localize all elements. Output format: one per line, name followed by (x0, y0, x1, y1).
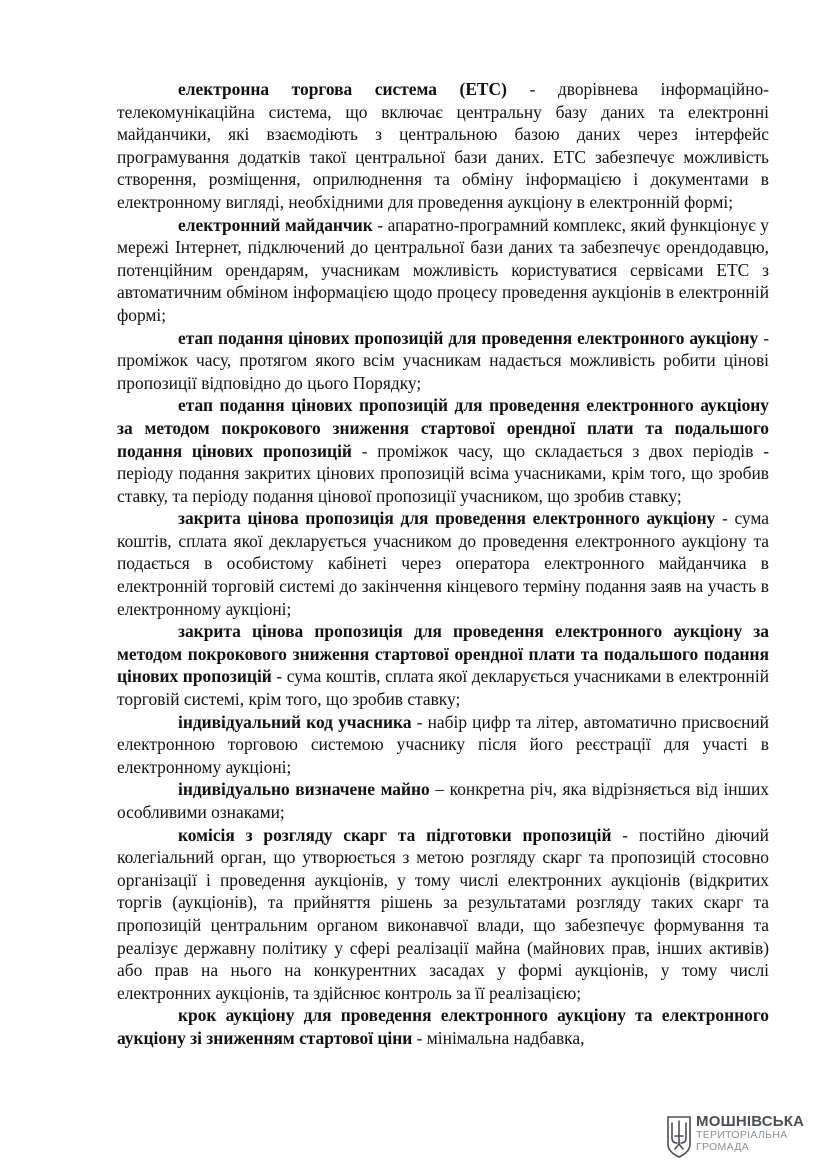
definition-text: - сума коштів, сплата якої декларується учасником до проведення електронного аукціону та подається в особистому кабінеті через оператора електронного майданчика в електронній торговій системі до закінчення кінцевого терміну подання заяв на участь в електронному аукціоні; (117, 508, 770, 619)
definition-paragraph (117, 507, 769, 620)
definition-text: - проміжок часу, що складається з двох періодів - періоду подання закритих цінових пропозицій всіма учасниками, крім того, що зробив ставку, та періоду подання цінової пропозиції учасником, що зробив ставку; (117, 440, 770, 506)
definition-paragraph (117, 214, 769, 327)
logo-title: МОШНІВСЬКА (696, 1113, 805, 1130)
definition-text: – конкретна річ, яка відрізняється від інших особливими ознаками; (117, 779, 769, 822)
definition-text: - набір цифр та літер, автоматично присвоєний електронною торговою системою учаснику після його реєстрації для участі в електронному аукціоні; (117, 711, 769, 777)
logo-subtitle-line1: ТЕРИТОРІАЛЬНА (696, 1129, 788, 1141)
definition-paragraph (117, 327, 769, 395)
document-body (117, 78, 769, 1050)
definition-paragraph (117, 778, 769, 823)
definition-paragraph (117, 1004, 769, 1049)
definition-paragraph (117, 620, 769, 710)
definition-term: етап подання цінових пропозицій для проведення електронного аукціону (178, 327, 759, 348)
definition-text: - сума коштів, сплата якої декларується учасниками в електронній торговій системі, крім того, що зробив ставку; (117, 666, 769, 710)
definition-term: закрита цінова пропозиція для проведення електронного аукціону за методом покрокового зниження стартової орендної плати та подальшого подання цінових пропозицій (117, 621, 769, 687)
definition-paragraph (117, 824, 769, 1005)
definition-text: - постійно діючий колегіальний орган, що утворюється з метою розгляду скарг та пропозицій стосовно організації і проведення аукціонів, у тому числі електронних аукціонів (відкритих торгів (аукціонів), та прийняття рішень за результатами розгляду таких скарг та пропозицій центральним органом виконавчої влади, що забезпечує формування та реалізує державну політику у сфері реалізації майна (майнових прав, інших активів) або прав на нього на конкурентних засадах у формі аукціонів, у тому числі електронних аукціонів, та здійснює контроль за її реалізацією; (117, 824, 769, 1003)
logo-subtitle-line2: ГРОМАДА (696, 1140, 749, 1153)
definition-term: індивідуально визначене майно (178, 779, 430, 800)
definition-text: - дворівнева інформаційно-телекомунікаційна система, що включає центральну базу даних та електронні майданчики, які взаємодіють з центральною базою даних через інтерфейс програмування додатків такої центральної бази даних. ЕТС забезпечує можливість створення, розміщення, оприлюднення та обміну інформацією і документами в електронному вигляді, необхідними для проведення аукціону в електронній формі; (117, 79, 769, 212)
definition-term: крок аукціону для проведення електронного аукціону та електронного аукціону зі зниженням стартової ціни (117, 1005, 769, 1048)
definition-term: електронна торгова система (ЕТС) (178, 79, 507, 99)
definition-text: - проміжок часу, протягом якого всім учасникам надається можливість робити цінові пропозиції відповідно до цього Порядку; (117, 327, 770, 393)
community-logo (666, 1114, 816, 1160)
definition-term: комісія з розгляду скарг та підготовки пропозицій (178, 824, 612, 845)
definition-term: етап подання цінових пропозицій для проведення електронного аукціону за методом покрокового зниження стартової орендної плати та подальшого подання цінових пропозицій (117, 395, 769, 461)
definition-term: індивідуальний код учасника (178, 711, 412, 732)
definition-paragraph (117, 711, 769, 779)
trident-icon (666, 1114, 692, 1158)
definition-text: - мінімальна надбавка, (412, 1027, 585, 1048)
definition-paragraph (117, 78, 769, 214)
definition-term: закрита цінова пропозиція для проведення електронного аукціону (178, 508, 716, 529)
definition-text: - апаратно-програмний комплекс, який функціонує у мережі Інтернет, підключений до центральної бази даних та забезпечує орендодавцю, потенційним орендарям, учасникам можливість користуватися сервісами ЕТС з автоматичним обміном інформацією щодо процесу проведення аукціонів в електронній формі; (117, 214, 769, 325)
definition-paragraph (117, 394, 769, 507)
definition-term: електронний майданчик (178, 214, 373, 235)
logo-text (696, 1114, 804, 1152)
